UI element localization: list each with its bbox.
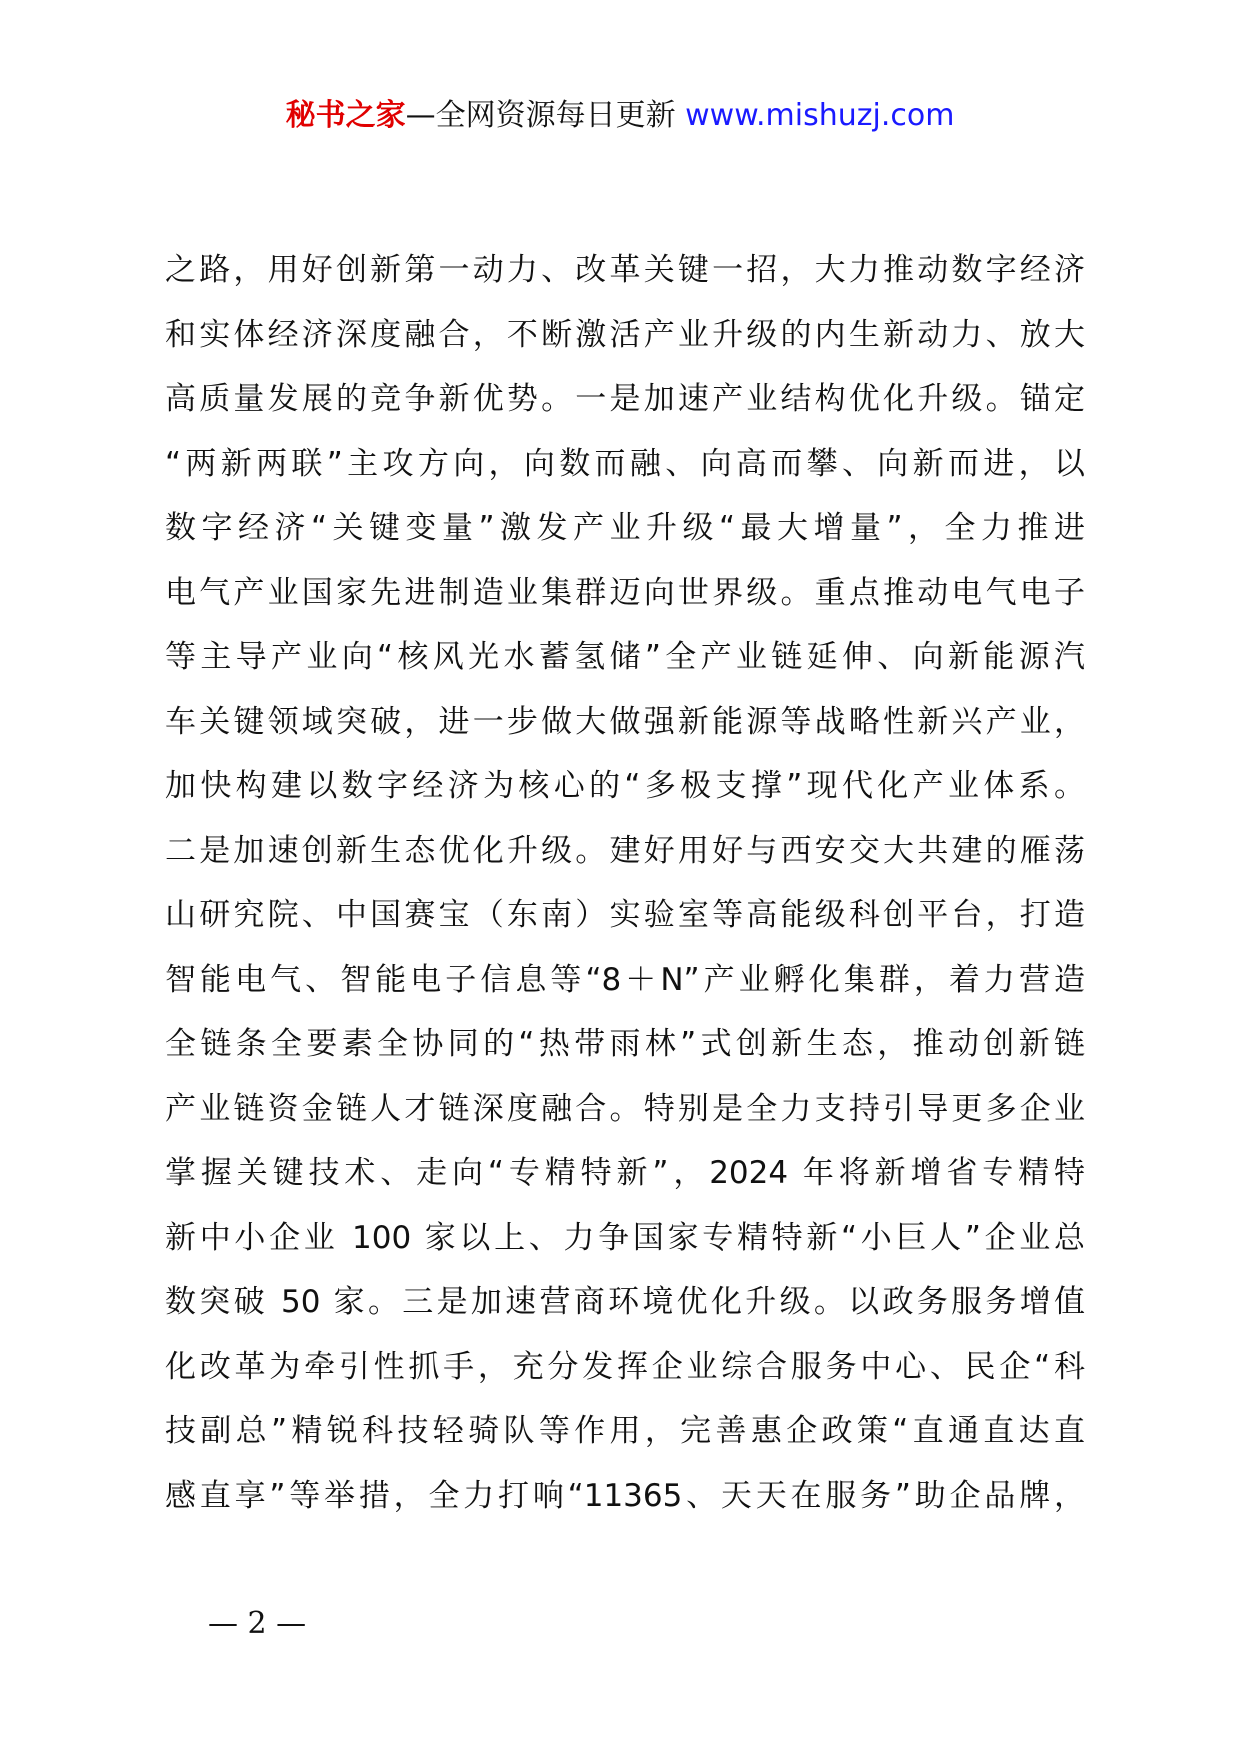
page-number: — 2 — — [208, 1606, 307, 1641]
site-tagline: —全网资源每日更新 — [405, 98, 676, 133]
site-url[interactable]: www.mishuzj.com — [685, 98, 955, 133]
text-line: 掌握关键技术、走向“专精特新”，2024 年将新增省专精特 — [165, 1155, 1085, 1191]
body-text — [165, 238, 1085, 1528]
text-line: 新中小企业 100 家以上、力争国家专精特新“小巨人”企业总 — [165, 1219, 1085, 1256]
text-line: 数突破 50 家。三是加速营商环境优化升级。以政务服务增值 — [165, 1284, 1085, 1320]
text-line: 加快构建以数字经济为核心的“多极支撑”现代化产业体系。 — [165, 768, 1085, 804]
text-line: 之路，用好创新第一动力、改革关键一招，大力推动数字经济 — [165, 252, 1085, 288]
text-line: 和实体经济深度融合，不断激活产业升级的内生新动力、放大 — [165, 316, 1085, 353]
text-line: 技副总”精锐科技轻骑队等作用，完善惠企政策“直通直达直 — [165, 1413, 1085, 1449]
text-line: 车关键领域突破，进一步做大做强新能源等战略性新兴产业， — [165, 703, 1085, 740]
text-line: 产业链资金链人才链深度融合。特别是全力支持引导更多企业 — [165, 1090, 1085, 1127]
text-line: 等主导产业向“核风光水蓄氢储”全产业链延伸、向新能源汽 — [165, 639, 1085, 675]
text-line: “两新两联”主攻方向，向数而融、向高而攀、向新而进，以 — [165, 445, 1085, 482]
text-line: 高质量发展的竞争新优势。一是加速产业结构优化升级。锚定 — [165, 381, 1085, 417]
text-line: 智能电气、智能电子信息等“8＋N”产业孵化集群，着力营造 — [165, 961, 1085, 998]
text-line: 数字经济“关键变量”激发产业升级“最大增量”，全力推进 — [165, 510, 1085, 546]
text-line: 电气产业国家先进制造业集群迈向世界级。重点推动电气电子 — [165, 574, 1085, 611]
text-line: 山研究院、中国赛宝（东南）实验室等高能级科创平台，打造 — [165, 897, 1085, 933]
text-line: 二是加速创新生态优化升级。建好用好与西安交大共建的雁荡 — [165, 832, 1085, 869]
text-line: 全链条全要素全协同的“热带雨林”式创新生态，推动创新链 — [165, 1026, 1085, 1062]
site-header — [0, 96, 1240, 136]
text-line: 感直享”等举措，全力打响“11365、天天在服务”助企品牌， — [165, 1477, 1085, 1514]
site-brand: 秘书之家 — [285, 98, 406, 133]
text-line: 化改革为牵引性抓手，充分发挥企业综合服务中心、民企“科 — [165, 1348, 1085, 1385]
